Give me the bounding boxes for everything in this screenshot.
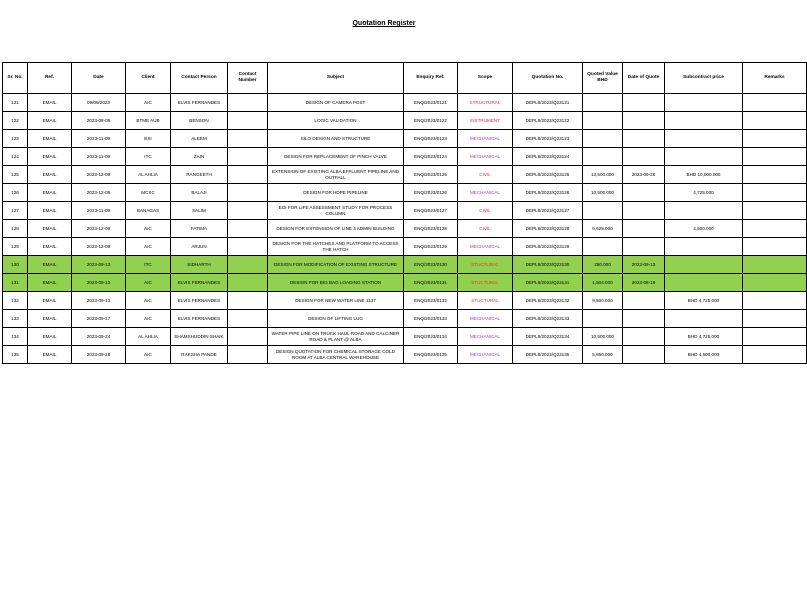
cell-date-of-quote[interactable] (623, 184, 665, 202)
cell-remarks[interactable] (743, 130, 807, 148)
cell-quoted-value[interactable] (583, 238, 623, 256)
cell-contact-person[interactable]: RANGEETH (171, 166, 228, 184)
table-row[interactable] (3, 202, 807, 220)
cell-quotation-no[interactable]: DEPL8/2023/Q23125 (513, 166, 583, 184)
cell-subject[interactable]: WATER PIPE LINE ON TRUCK HAUL ROAD AND CALCINER ROAD & PLANT @ ALBA (268, 328, 404, 346)
cell-quotation-no[interactable]: DEPL8/2023/Q23131 (513, 274, 583, 292)
column-header[interactable]: Contact Number (228, 63, 268, 94)
cell-enquiry-ref[interactable]: ENQ/2023/0132 (404, 292, 458, 310)
column-header[interactable]: Quotation No. (513, 63, 583, 94)
cell-subcontract-price[interactable] (665, 112, 743, 130)
cell-date-of-quote[interactable] (623, 220, 665, 238)
cell-ref[interactable]: EMAIL (28, 238, 72, 256)
cell-date-of-quote[interactable] (623, 346, 665, 364)
column-header[interactable]: Remarks (743, 63, 807, 94)
cell-remarks[interactable] (743, 292, 807, 310)
cell-subject[interactable]: EXTENSION OF EXISTING ALBA EFFLUENT PIPELINE AND OUTFALL (268, 166, 404, 184)
cell-contact-person[interactable]: ALEEM (171, 130, 228, 148)
cell-subcontract-price[interactable] (665, 238, 743, 256)
cell-date[interactable]: 2023-08-09 (72, 112, 126, 130)
header-row (3, 63, 807, 94)
column-header[interactable]: Quoted Value BHD (583, 63, 623, 94)
cell-date[interactable]: 2023-09-13 (72, 256, 126, 274)
cell-remarks[interactable] (743, 328, 807, 346)
cell-contact-number[interactable] (228, 184, 268, 202)
cell-sr-no[interactable]: 127 (3, 202, 28, 220)
cell-quoted-value[interactable]: 250.000 (583, 256, 623, 274)
cell-enquiry-ref[interactable]: ENQ/2023/0134 (404, 328, 458, 346)
cell-sr-no[interactable]: 132 (3, 292, 28, 310)
cell-remarks[interactable] (743, 238, 807, 256)
cell-remarks[interactable] (743, 310, 807, 328)
cell-subcontract-price[interactable]: BHD 4,500.000 (665, 346, 743, 364)
cell-scope[interactable]: MECHANICAL (458, 184, 513, 202)
cell-remarks[interactable] (743, 256, 807, 274)
cell-quoted-value[interactable] (583, 130, 623, 148)
cell-contact-person[interactable]: FATIMA (171, 220, 228, 238)
table-row[interactable] (3, 148, 807, 166)
cell-enquiry-ref[interactable]: ENQ/2023/0123 (404, 130, 458, 148)
cell-contact-person[interactable]: ELVIS FERNANDES (171, 310, 228, 328)
cell-sr-no[interactable]: 128 (3, 220, 28, 238)
cell-quoted-value[interactable]: 1,504.000 (583, 274, 623, 292)
cell-contact-person[interactable]: SIDHARTH (171, 256, 228, 274)
cell-scope[interactable]: STUCTURAL (458, 274, 513, 292)
cell-subject[interactable]: DESIGN FOR BIG BAG LOADING STATION (268, 274, 404, 292)
cell-subcontract-price[interactable]: 4,725.000 (665, 184, 743, 202)
table-row[interactable] (3, 130, 807, 148)
cell-subcontract-price[interactable] (665, 274, 743, 292)
cell-quoted-value[interactable]: 13,500.000 (583, 166, 623, 184)
cell-remarks[interactable] (743, 184, 807, 202)
cell-client[interactable]: AIC (126, 310, 171, 328)
cell-scope[interactable]: CIVIL (458, 202, 513, 220)
cell-quotation-no[interactable]: DEPL8/2023/Q23133 (513, 310, 583, 328)
cell-remarks[interactable] (743, 166, 807, 184)
cell-scope[interactable]: MECHANICAL (458, 346, 513, 364)
table-row[interactable] (3, 184, 807, 202)
column-header[interactable]: Date (72, 63, 126, 94)
cell-subcontract-price[interactable] (665, 310, 743, 328)
table-row[interactable] (3, 292, 807, 310)
cell-subject[interactable]: DESIGN QUOTATION FOR CHEMICAL STORAGE COLD ROOM AT ALBA CENTRAL WAREHOUSE (268, 346, 404, 364)
cell-contact-number[interactable] (228, 310, 268, 328)
cell-sr-no[interactable]: 135 (3, 346, 28, 364)
column-header[interactable]: Subcontract price (665, 63, 743, 94)
cell-scope[interactable]: MECHANICAL (458, 148, 513, 166)
cell-ref[interactable]: EMAIL (28, 256, 72, 274)
cell-scope[interactable]: MECHANICAL (458, 310, 513, 328)
cell-contact-person[interactable]: ARJUN (171, 238, 228, 256)
cell-scope[interactable]: STUCTURAL (458, 292, 513, 310)
table-row[interactable] (3, 328, 807, 346)
cell-client[interactable]: AL AHLIA (126, 328, 171, 346)
cell-contact-number[interactable] (228, 94, 268, 112)
cell-contact-number[interactable] (228, 274, 268, 292)
page-title: Quotation Register (352, 20, 416, 27)
cell-scope[interactable]: STUCTURAL (458, 256, 513, 274)
table-row[interactable] (3, 274, 807, 292)
column-header[interactable]: Contact Person (171, 63, 228, 94)
cell-quotation-no[interactable]: DEPL8/2023/Q23134 (513, 328, 583, 346)
cell-quoted-value[interactable]: 10,500.000 (583, 328, 623, 346)
cell-enquiry-ref[interactable]: ENQ/2023/0128 (404, 220, 458, 238)
cell-subcontract-price[interactable] (665, 148, 743, 166)
cell-client[interactable]: AIC (126, 274, 171, 292)
cell-client[interactable]: ITC (126, 148, 171, 166)
cell-contact-number[interactable] (228, 256, 268, 274)
cell-enquiry-ref[interactable]: ENQ/2023/0135 (404, 346, 458, 364)
cell-date-of-quote[interactable] (623, 112, 665, 130)
table-row[interactable] (3, 256, 807, 274)
cell-ref[interactable]: EMAIL (28, 112, 72, 130)
cell-ref[interactable]: EMAIL (28, 274, 72, 292)
cell-remarks[interactable] (743, 346, 807, 364)
cell-subject[interactable]: DESIGN OF LIFTING LUG (268, 310, 404, 328)
cell-date-of-quote[interactable] (623, 130, 665, 148)
cell-contact-number[interactable] (228, 148, 268, 166)
cell-date-of-quote[interactable] (623, 202, 665, 220)
cell-contact-number[interactable] (228, 328, 268, 346)
cell-quoted-value[interactable] (583, 148, 623, 166)
cell-sr-no[interactable]: 123 (3, 130, 28, 148)
column-header[interactable]: Enquiry Ref. (404, 63, 458, 94)
cell-enquiry-ref[interactable]: ENQ/2023/0125 (404, 166, 458, 184)
cell-date-of-quote[interactable] (623, 148, 665, 166)
cell-client[interactable]: BTME AUB (126, 112, 171, 130)
cell-quoted-value[interactable] (583, 94, 623, 112)
cell-subcontract-price[interactable] (665, 202, 743, 220)
cell-client[interactable]: AIC (126, 220, 171, 238)
cell-subcontract-price[interactable]: BHD 4,725.000 (665, 292, 743, 310)
cell-enquiry-ref[interactable]: ENQ/2023/0131 (404, 274, 458, 292)
cell-scope[interactable]: INSTRUMENT (458, 112, 513, 130)
cell-subcontract-price[interactable]: BHD 10,000.000 (665, 166, 743, 184)
cell-client[interactable]: MCSC (126, 184, 171, 202)
cell-quoted-value[interactable] (583, 202, 623, 220)
cell-date[interactable]: 2023-12-09 (72, 238, 126, 256)
cell-client[interactable]: EXI (126, 130, 171, 148)
cell-scope[interactable]: CIVIL (458, 220, 513, 238)
cell-sr-no[interactable]: 133 (3, 310, 28, 328)
cell-quotation-no[interactable]: DEPL8/2023/Q23135 (513, 346, 583, 364)
cell-sr-no[interactable]: 124 (3, 148, 28, 166)
table-row[interactable] (3, 238, 807, 256)
cell-quotation-no[interactable]: DEPL8/2023/Q23129 (513, 238, 583, 256)
cell-date-of-quote[interactable] (623, 238, 665, 256)
cell-scope[interactable]: STRUCTURAL (458, 94, 513, 112)
table-row[interactable] (3, 112, 807, 130)
cell-date[interactable]: 09/09/2023 (72, 94, 126, 112)
cell-contact-number[interactable] (228, 112, 268, 130)
cell-subcontract-price[interactable]: BHD 4,725.000 (665, 328, 743, 346)
table-row[interactable] (3, 166, 807, 184)
cell-sr-no[interactable]: 131 (3, 274, 28, 292)
cell-contact-person[interactable]: BALAJI (171, 184, 228, 202)
cell-scope[interactable]: MECHANICAL (458, 130, 513, 148)
cell-date-of-quote[interactable] (623, 292, 665, 310)
cell-sr-no[interactable]: 121 (3, 94, 28, 112)
cell-enquiry-ref[interactable]: ENQ/2023/0122 (404, 112, 458, 130)
cell-scope[interactable]: MECHANICAL (458, 238, 513, 256)
cell-remarks[interactable] (743, 202, 807, 220)
cell-subject[interactable]: DESIGN FOR MODIFICATION OF EXISTING STRUCTURE (268, 256, 404, 274)
cell-quoted-value[interactable]: 5,625.000 (583, 220, 623, 238)
cell-subject[interactable]: DESIGN FOR EXTENSION OF LINE 4 ADMIN BUILDING (268, 220, 404, 238)
cell-remarks[interactable] (743, 148, 807, 166)
cell-client[interactable]: AIC (126, 94, 171, 112)
cell-client[interactable]: AIC (126, 292, 171, 310)
cell-subcontract-price[interactable] (665, 256, 743, 274)
cell-quotation-no[interactable]: DEPL8/2023/Q23128 (513, 220, 583, 238)
column-header[interactable]: Date of Quote (623, 63, 665, 94)
cell-enquiry-ref[interactable]: ENQ/2023/0126 (404, 184, 458, 202)
cell-date[interactable]: 2023-09-17 (72, 310, 126, 328)
cell-subcontract-price[interactable]: 4,500.000 (665, 220, 743, 238)
cell-date[interactable]: 2023-11-09 (72, 148, 126, 166)
cell-ref[interactable]: EMAIL (28, 148, 72, 166)
cell-client[interactable]: AIC (126, 238, 171, 256)
cell-contact-person[interactable]: SHAMSHUDDIN SHAIK (171, 328, 228, 346)
cell-ref[interactable]: EMAIL (28, 166, 72, 184)
cell-date[interactable]: 2023-09-13 (72, 274, 126, 292)
cell-client[interactable]: ITC (126, 256, 171, 274)
cell-subject[interactable]: DESIGN OF CAMERA POST (268, 94, 404, 112)
cell-ref[interactable]: EMAIL (28, 130, 72, 148)
cell-contact-person[interactable]: RAKSHA PANDE (171, 346, 228, 364)
cell-date[interactable]: 2023-09-24 (72, 328, 126, 346)
cell-ref[interactable]: EMAIL (28, 328, 72, 346)
cell-subject[interactable]: DESIGN FOR THE HATCHES AND PLATFORM TO ACCESS THE HATCH (268, 238, 404, 256)
cell-quotation-no[interactable]: DEPL8/2023/Q23132 (513, 292, 583, 310)
cell-contact-number[interactable] (228, 292, 268, 310)
cell-contact-number[interactable] (228, 130, 268, 148)
cell-subject[interactable]: SILO DESIGN AND STRUCTURE (268, 130, 404, 148)
cell-contact-person[interactable]: ELVIS FERNANDES (171, 274, 228, 292)
cell-quoted-value[interactable]: 10,500.000 (583, 184, 623, 202)
cell-sr-no[interactable]: 130 (3, 256, 28, 274)
cell-quoted-value[interactable]: 9,500.000 (583, 292, 623, 310)
cell-date[interactable]: 2023-11-09 (72, 202, 126, 220)
cell-enquiry-ref[interactable]: ENQ/2023/0130 (404, 256, 458, 274)
cell-ref[interactable]: EMAIL (28, 220, 72, 238)
column-header[interactable]: Client (126, 63, 171, 94)
cell-contact-number[interactable] (228, 166, 268, 184)
cell-date-of-quote[interactable] (623, 310, 665, 328)
cell-contact-number[interactable] (228, 346, 268, 364)
register-body (3, 94, 807, 364)
cell-scope[interactable]: CIVIL (458, 166, 513, 184)
cell-subject[interactable]: DESIGN FOR NEW WATER LINE 1137 (268, 292, 404, 310)
cell-quoted-value[interactable] (583, 310, 623, 328)
cell-scope[interactable]: MECHANICAL (458, 328, 513, 346)
cell-contact-person[interactable]: ELVIS FERNANDES (171, 94, 228, 112)
cell-sr-no[interactable]: 134 (3, 328, 28, 346)
cell-ref[interactable]: EMAIL (28, 292, 72, 310)
cell-remarks[interactable] (743, 112, 807, 130)
column-header[interactable]: Scope (458, 63, 513, 94)
cell-remarks[interactable] (743, 220, 807, 238)
cell-date[interactable]: 2023-09-28 (72, 346, 126, 364)
cell-subject[interactable]: EOI FOR LIFE ASSESSMENT STUDY FOR PROCESS COLUMN (268, 202, 404, 220)
cell-enquiry-ref[interactable]: ENQ/2023/0121 (404, 94, 458, 112)
cell-sr-no[interactable]: 125 (3, 166, 28, 184)
cell-date[interactable]: 2023-12-09 (72, 166, 126, 184)
cell-client[interactable]: BANAGAS (126, 202, 171, 220)
cell-contact-number[interactable] (228, 202, 268, 220)
cell-subcontract-price[interactable] (665, 94, 743, 112)
cell-subject[interactable]: DESIGN FOR REPLACEMENT OF PINCH VALVE (268, 148, 404, 166)
cell-sr-no[interactable]: 129 (3, 238, 28, 256)
quotation-register-table (2, 62, 807, 364)
cell-date[interactable]: 2023-12-09 (72, 184, 126, 202)
table-row[interactable] (3, 220, 807, 238)
cell-contact-person[interactable]: ZAIN (171, 148, 228, 166)
cell-contact-number[interactable] (228, 238, 268, 256)
table-row[interactable] (3, 310, 807, 328)
cell-ref[interactable]: EMAIL (28, 94, 72, 112)
cell-quotation-no[interactable]: DEPL8/2023/Q23124 (513, 148, 583, 166)
cell-contact-person[interactable]: ELVIS FERNANDES (171, 292, 228, 310)
cell-quoted-value[interactable]: 5,850.000 (583, 346, 623, 364)
cell-quotation-no[interactable]: DEPL8/2023/Q23127 (513, 202, 583, 220)
cell-quotation-no[interactable]: DEPL8/2023/Q23126 (513, 184, 583, 202)
cell-subcontract-price[interactable] (665, 130, 743, 148)
cell-date-of-quote[interactable]: 2023-08-19 (623, 274, 665, 292)
cell-subject[interactable]: LOGIC VALIDATION (268, 112, 404, 130)
column-header[interactable]: Subject (268, 63, 404, 94)
cell-subject[interactable]: DESIGN FOR HDPE PIPELINE (268, 184, 404, 202)
cell-date-of-quote[interactable] (623, 328, 665, 346)
cell-remarks[interactable] (743, 94, 807, 112)
cell-enquiry-ref[interactable]: ENQ/2023/0124 (404, 148, 458, 166)
cell-quotation-no[interactable]: DEPL8/2023/Q23122 (513, 112, 583, 130)
cell-date[interactable]: 2023-11-09 (72, 130, 126, 148)
cell-date-of-quote[interactable]: 2023-09-13 (623, 256, 665, 274)
cell-ref[interactable]: EMAIL (28, 202, 72, 220)
column-header[interactable]: Sr. No. (3, 63, 28, 94)
cell-enquiry-ref[interactable]: ENQ/2023/0127 (404, 202, 458, 220)
cell-quotation-no[interactable]: DEPL8/2023/Q23130 (513, 256, 583, 274)
cell-enquiry-ref[interactable]: ENQ/2023/0129 (404, 238, 458, 256)
cell-ref[interactable]: EMAIL (28, 184, 72, 202)
cell-date-of-quote[interactable]: 2023-09-26 (623, 166, 665, 184)
table-row[interactable] (3, 346, 807, 364)
cell-ref[interactable]: EMAIL (28, 310, 72, 328)
column-header[interactable]: Ref. (28, 63, 72, 94)
cell-remarks[interactable] (743, 274, 807, 292)
cell-date[interactable]: 2023-09-13 (72, 292, 126, 310)
cell-ref[interactable]: EMAIL (28, 346, 72, 364)
cell-date[interactable]: 2023-12-09 (72, 220, 126, 238)
cell-contact-number[interactable] (228, 220, 268, 238)
cell-quotation-no[interactable]: DEPL8/2023/Q23121 (513, 94, 583, 112)
cell-contact-person[interactable]: BENSON (171, 112, 228, 130)
cell-sr-no[interactable]: 122 (3, 112, 28, 130)
cell-date-of-quote[interactable] (623, 94, 665, 112)
table-row[interactable] (3, 94, 807, 112)
cell-client[interactable]: AIC (126, 346, 171, 364)
cell-sr-no[interactable]: 126 (3, 184, 28, 202)
cell-client[interactable]: AL AHLIA (126, 166, 171, 184)
cell-quoted-value[interactable] (583, 112, 623, 130)
cell-quotation-no[interactable]: DEPL8/2023/Q23123 (513, 130, 583, 148)
cell-contact-person[interactable]: SALIM (171, 202, 228, 220)
cell-enquiry-ref[interactable]: ENQ/2023/0133 (404, 310, 458, 328)
